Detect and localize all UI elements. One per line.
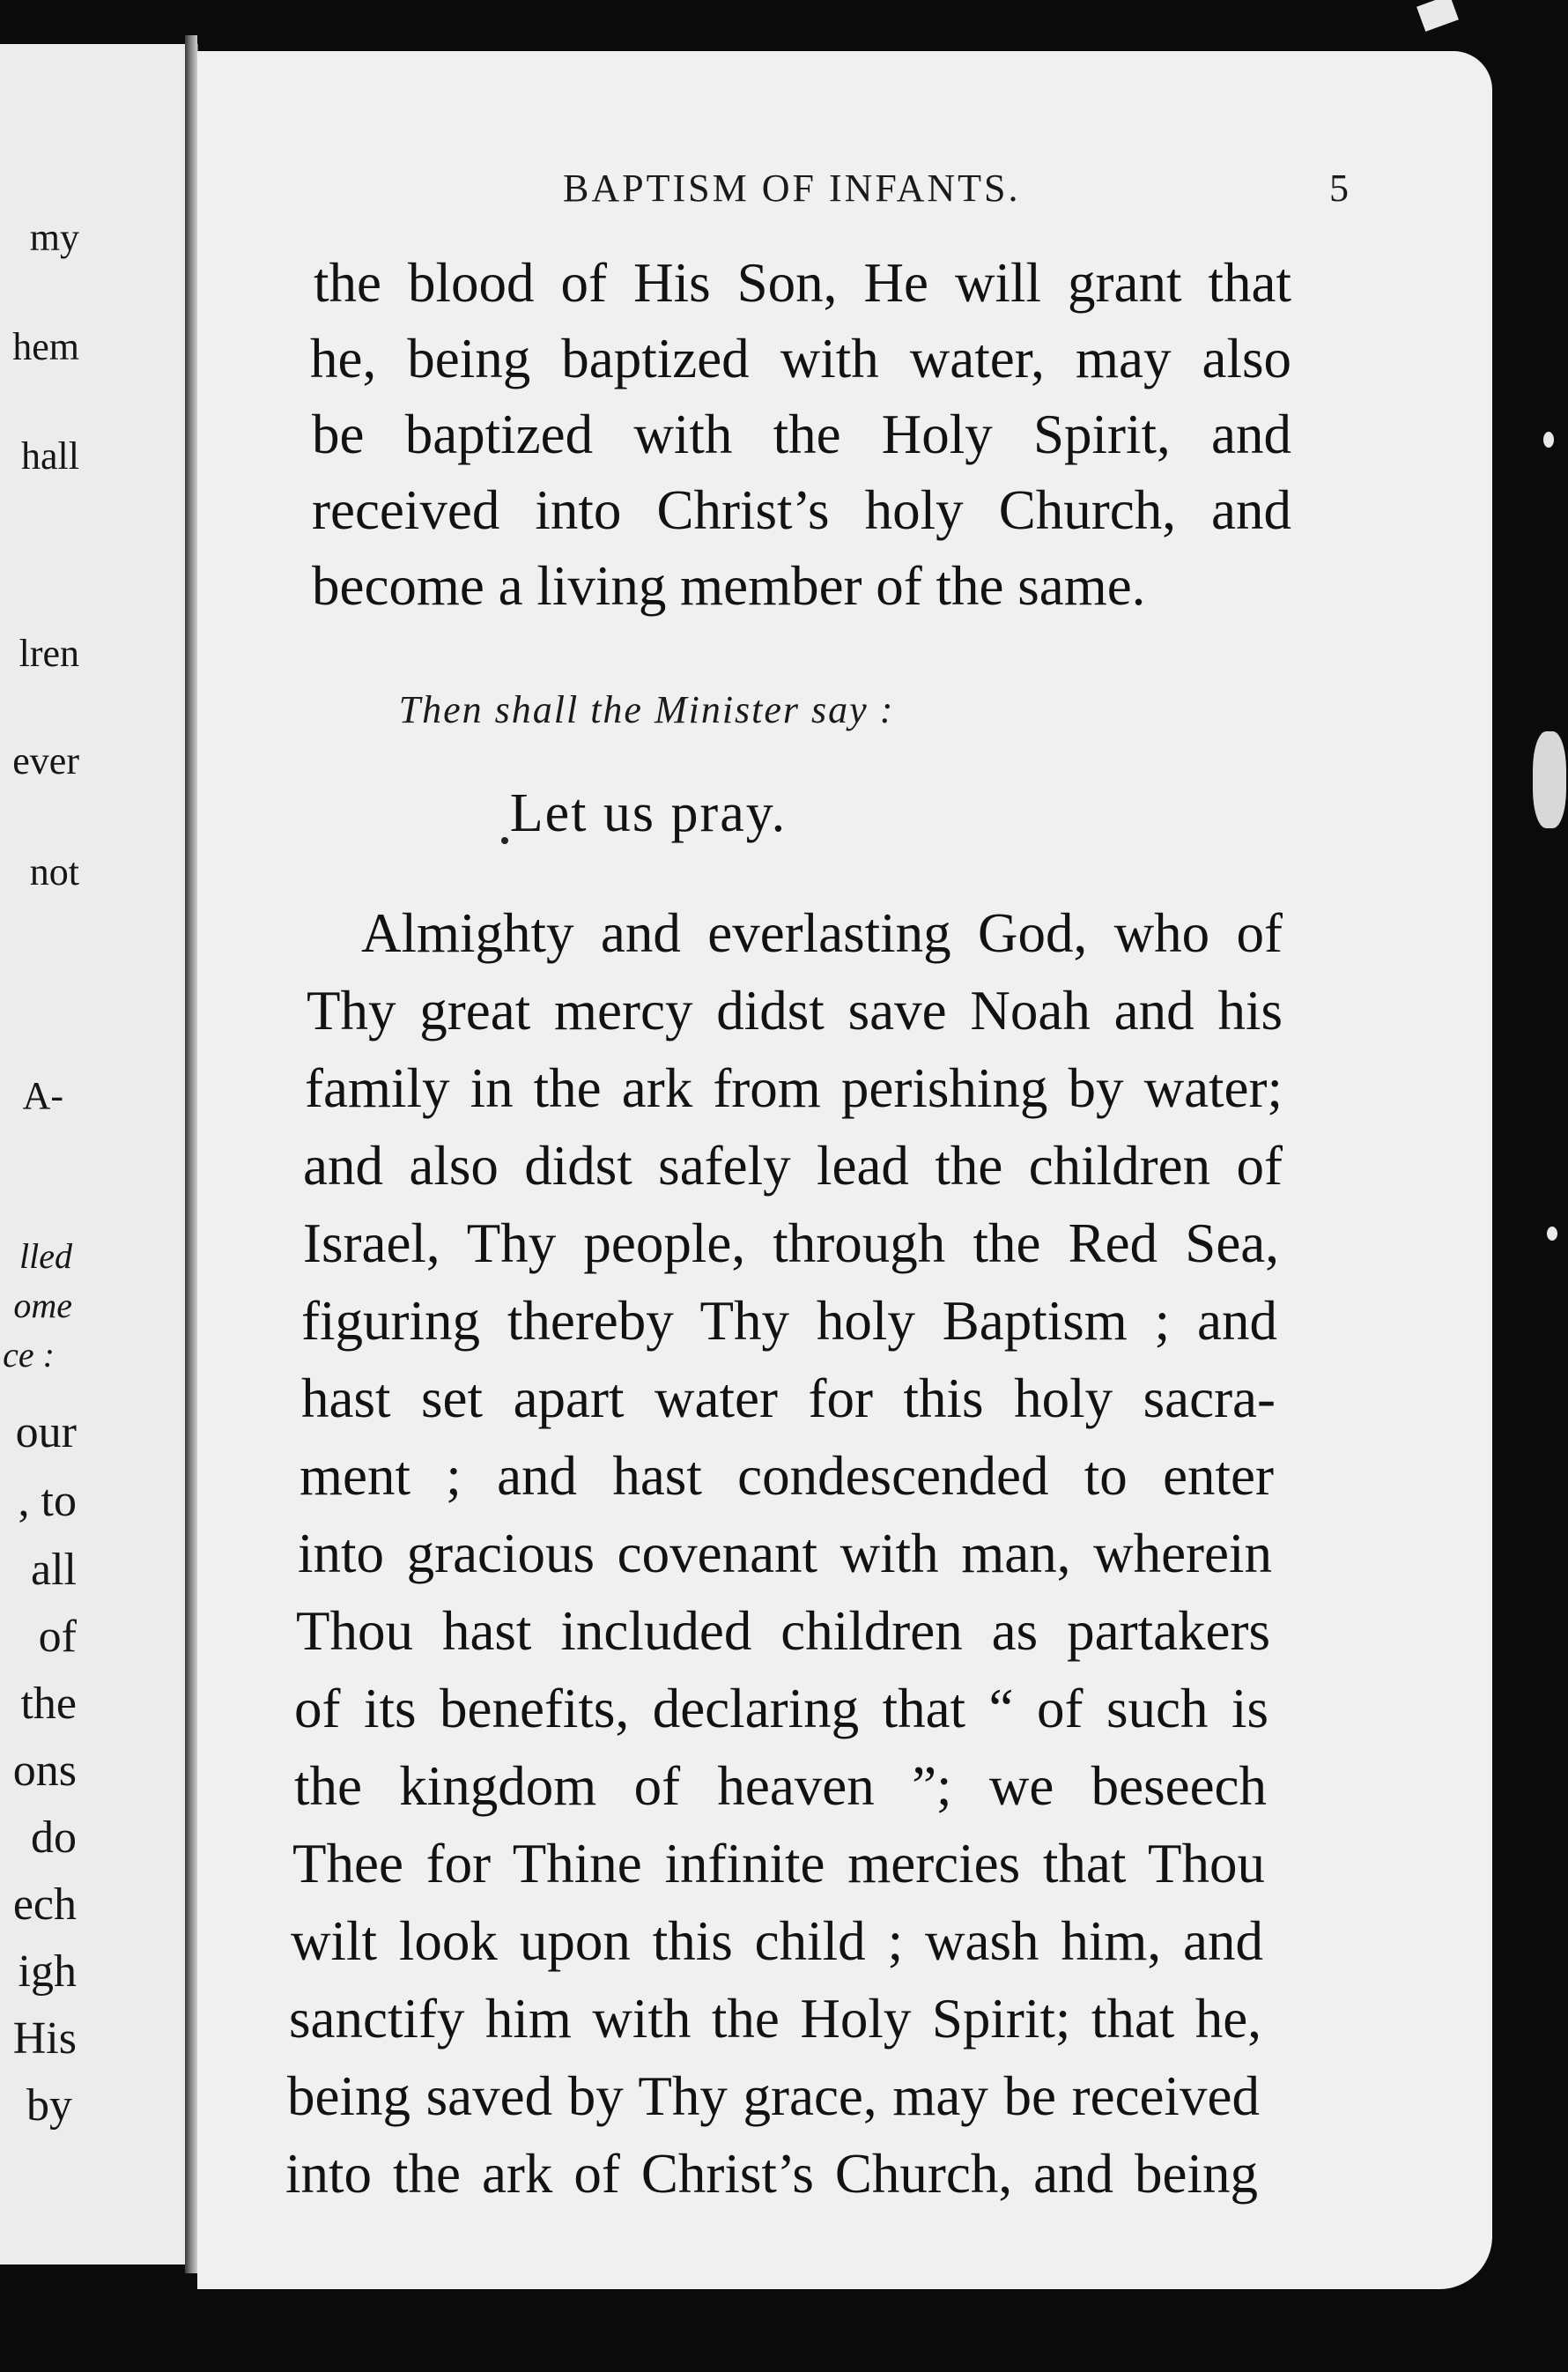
text-line: of its benefits, declaring that “ of such is	[294, 1678, 1268, 1739]
book-gutter	[185, 35, 197, 2273]
running-head: BAPTISM OF INFANTS.	[563, 167, 1021, 210]
text-line: being saved by Thy grace, may be received	[287, 2065, 1260, 2127]
text-line: figuring thereby Thy holy Baptism ; and	[301, 1290, 1277, 1352]
left-fragment: , to	[18, 1476, 77, 1526]
text-line: hast set apart water for this holy sacra-	[301, 1368, 1276, 1429]
heading-let-us-pray: Let us pray.	[509, 783, 788, 843]
left-fragment: ce :	[3, 1335, 55, 1375]
left-fragment: my	[29, 216, 79, 259]
text-line: become a living member of the same.	[312, 555, 1146, 617]
text-line: wilt look upon this child ; wash him, and	[291, 1910, 1263, 1972]
text-line: into the ark of Christ’s Church, and being	[285, 2143, 1258, 2205]
left-fragment: ome	[13, 1286, 72, 1325]
left-fragment: all	[31, 1545, 77, 1595]
text-line: the blood of His Son, He will grant that	[314, 252, 1291, 314]
text-line: he, being baptized with water, may also	[310, 328, 1291, 389]
page-number: 5	[1329, 167, 1349, 210]
text-line: the kingdom of heaven ”; we beseech	[294, 1755, 1267, 1817]
left-fragment: not	[29, 850, 79, 893]
left-fragment: hem	[12, 325, 79, 368]
text-line: be baptized with the Holy Spirit, and	[312, 404, 1291, 465]
ink-speck	[501, 837, 508, 844]
text-line: Thou hast included children as partakers	[296, 1600, 1270, 1662]
left-fragment: His	[12, 2013, 77, 2064]
text-line: Israel, Thy people, through the Red Sea,	[303, 1212, 1279, 1274]
left-fragment: of	[38, 1612, 77, 1662]
left-fragment: do	[31, 1812, 77, 1863]
left-fragment: our	[15, 1407, 77, 1457]
left-fragment: the	[20, 1679, 77, 1729]
text-line: family in the ark from perishing by water;	[305, 1057, 1283, 1119]
text-line: Almighty and everlasting God, who of	[361, 902, 1283, 964]
text-line: sanctify him with the Holy Spirit; that he,	[289, 1988, 1261, 2050]
text-line: ment ; and hast condescended to enter	[300, 1445, 1274, 1507]
left-fragment: ech	[12, 1879, 77, 1930]
left-fragment: by	[26, 2080, 72, 2131]
left-fragment: hall	[21, 434, 79, 478]
left-fragment: ever	[12, 739, 79, 782]
left-fragment: lren	[18, 632, 79, 675]
left-fragment: A-	[22, 1074, 63, 1117]
text-line: into gracious covenant with man, wherein	[298, 1523, 1272, 1584]
right-page	[197, 51, 1492, 2289]
left-facing-page	[0, 44, 198, 2265]
text-line: Thy great mercy didst save Noah and his	[307, 980, 1283, 1041]
text-line: received into Christ’s holy Church, and	[312, 479, 1291, 541]
rubric: Then shall the Minister say :	[398, 688, 895, 731]
left-fragment: lled	[19, 1236, 72, 1276]
left-fragment: igh	[18, 1946, 77, 1997]
left-fragment: ons	[12, 1746, 77, 1796]
text-line: and also didst safely lead the children of	[303, 1135, 1283, 1197]
text-line: Thee for Thine infinite mercies that Thou	[292, 1833, 1265, 1894]
